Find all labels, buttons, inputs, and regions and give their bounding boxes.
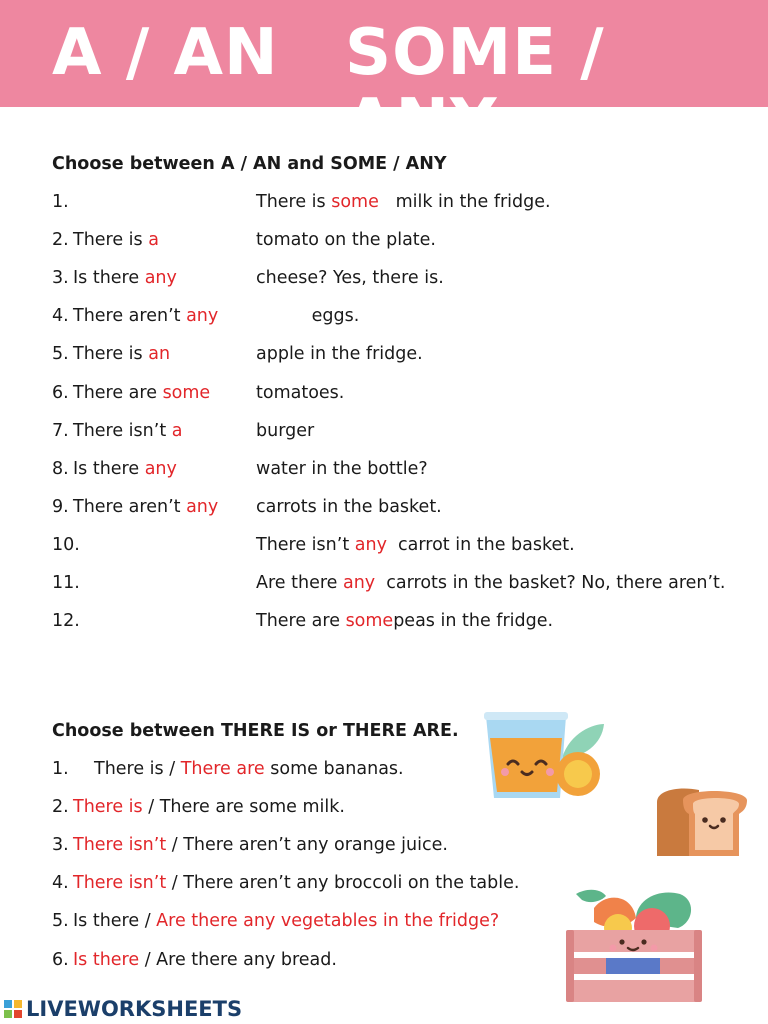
option-two[interactable]: Are there any vegetables in the fridge? bbox=[156, 911, 500, 932]
row-left-part bbox=[52, 228, 159, 252]
juice-glass-icon bbox=[484, 712, 606, 802]
sentence-end: cheese? Yes, there is. bbox=[256, 268, 444, 289]
row-left-part bbox=[52, 419, 182, 443]
sentence-start: There are bbox=[73, 382, 163, 403]
option-separator: / bbox=[139, 949, 157, 970]
option-separator: / bbox=[163, 759, 181, 779]
sentence-end: tomato on the plate. bbox=[256, 230, 436, 251]
item-number: 3. bbox=[52, 268, 69, 289]
item-number: 4. bbox=[52, 306, 69, 327]
sentence-end: peas in the fridge. bbox=[393, 611, 554, 632]
sentence-end: apple in the fridge. bbox=[256, 344, 423, 365]
option-two[interactable]: There are bbox=[180, 759, 265, 779]
row-left-part bbox=[52, 609, 82, 633]
item-number: 3. bbox=[52, 835, 69, 856]
sentence-start: There are bbox=[256, 611, 346, 632]
vegetable-crate-icon bbox=[566, 882, 702, 1006]
sentence-start: There is bbox=[73, 344, 149, 365]
answer-text[interactable]: any bbox=[144, 458, 177, 479]
sentence-start: There is bbox=[73, 230, 149, 251]
row-right-part bbox=[256, 533, 575, 557]
sentence-end: carrots in the basket. bbox=[256, 496, 442, 517]
row-left-part bbox=[52, 266, 177, 290]
row-left-part bbox=[52, 190, 73, 214]
item-number: 5. bbox=[52, 344, 69, 365]
option-two[interactable]: Are there any bread. bbox=[156, 949, 337, 970]
answer-text[interactable]: any bbox=[144, 268, 177, 289]
option-one[interactable]: Is there bbox=[73, 911, 140, 932]
title-a-an: A / AN bbox=[52, 16, 279, 90]
answer-text[interactable]: any bbox=[342, 573, 376, 593]
row-right-part bbox=[256, 495, 442, 519]
row-right-part bbox=[256, 419, 314, 443]
row-left-part bbox=[52, 381, 210, 405]
row-right-part bbox=[256, 190, 551, 214]
answer-text[interactable]: any bbox=[186, 496, 219, 517]
item-number: 1. bbox=[52, 759, 69, 779]
sentence-end: some milk. bbox=[243, 797, 345, 818]
row-left-part bbox=[52, 571, 82, 595]
row-right-part bbox=[256, 457, 428, 481]
bread-slice-icon bbox=[649, 786, 749, 858]
item-number: 8. bbox=[52, 458, 69, 479]
row-left-part bbox=[52, 342, 170, 366]
sentence-start: There aren’t bbox=[73, 306, 187, 327]
row-right-part bbox=[256, 571, 725, 595]
exercise2-row bbox=[52, 909, 499, 933]
sentence-end: carrots in the basket? No, there aren’t. bbox=[375, 573, 726, 593]
option-one[interactable]: There is bbox=[73, 797, 143, 818]
item-number: 10. bbox=[52, 534, 80, 555]
title-some-any: SOME / ANY bbox=[345, 16, 605, 160]
title-banner bbox=[0, 0, 768, 160]
answer-text[interactable]: an bbox=[148, 344, 171, 365]
item-number: 1. bbox=[52, 192, 69, 212]
sentence-start: There isn’t bbox=[73, 420, 172, 441]
section1-heading: Choose between A / AN and SOME / ANY bbox=[52, 154, 447, 174]
option-separator: / bbox=[139, 911, 157, 932]
answer-text[interactable]: some bbox=[331, 192, 379, 212]
sentence-end: carrot in the basket. bbox=[386, 534, 575, 555]
exercise2-row bbox=[52, 948, 337, 972]
sentence-end: burger bbox=[256, 420, 315, 441]
option-separator: / bbox=[142, 797, 160, 818]
sentence-end: some bananas. bbox=[264, 759, 404, 779]
sentence-start: Is there bbox=[73, 268, 145, 289]
option-one[interactable]: There isn’t bbox=[73, 835, 167, 856]
option-one[interactable]: Is there bbox=[73, 949, 140, 970]
brand-text: LIVEWORKSHEETS bbox=[26, 997, 243, 1021]
option-one[interactable]: There is bbox=[94, 759, 164, 779]
answer-text[interactable]: any bbox=[186, 306, 219, 327]
sentence-end: water in the bottle? bbox=[256, 458, 428, 479]
option-separator: / bbox=[166, 835, 184, 856]
row-right-part bbox=[256, 266, 444, 290]
answer-text[interactable]: a bbox=[171, 420, 183, 441]
row-right-part bbox=[256, 381, 344, 405]
sentence-start: Is there bbox=[73, 458, 145, 479]
item-number: 2. bbox=[52, 797, 69, 818]
exercise2-row bbox=[52, 757, 404, 781]
option-two[interactable]: There aren’t bbox=[183, 835, 291, 856]
sentence-start: There is bbox=[256, 192, 332, 212]
answer-text[interactable]: any bbox=[354, 534, 387, 555]
sentence-end: tomatoes. bbox=[256, 382, 345, 403]
sentence-end: any broccoli on the table. bbox=[290, 873, 520, 894]
option-one[interactable]: There isn’t bbox=[73, 873, 167, 894]
exercise2-row bbox=[52, 871, 519, 895]
sentence-start: Are there bbox=[256, 573, 343, 593]
item-number: 4. bbox=[52, 873, 69, 894]
option-separator: / bbox=[166, 873, 184, 894]
row-right-part bbox=[256, 228, 436, 252]
item-number: 6. bbox=[52, 949, 69, 970]
exercise2-row bbox=[52, 833, 448, 857]
liveworksheets-logo-icon bbox=[4, 1000, 22, 1018]
row-left-part bbox=[52, 304, 218, 328]
answer-text[interactable]: a bbox=[148, 230, 159, 251]
section2-heading: Choose between THERE IS or THERE ARE. bbox=[52, 721, 459, 741]
row-right-part bbox=[256, 304, 359, 328]
answer-text[interactable]: some bbox=[162, 382, 211, 403]
row-right-part bbox=[256, 342, 423, 366]
item-number: 2. bbox=[52, 230, 69, 251]
sentence-start: There aren’t bbox=[73, 496, 187, 517]
answer-text[interactable]: some bbox=[345, 611, 394, 632]
item-number: 6. bbox=[52, 382, 69, 403]
row-left-part bbox=[52, 457, 177, 481]
item-number: 9. bbox=[52, 496, 69, 517]
item-number: 5. bbox=[52, 911, 69, 932]
option-two[interactable]: There are bbox=[159, 797, 244, 818]
row-left-part bbox=[52, 533, 82, 557]
item-number: 7. bbox=[52, 420, 69, 441]
row-left-part bbox=[52, 495, 218, 519]
row-right-part bbox=[256, 609, 553, 633]
sentence-end: milk in the fridge. bbox=[378, 192, 551, 212]
option-two[interactable]: There aren’t bbox=[183, 873, 291, 894]
sentence-start: There isn’t bbox=[256, 534, 355, 555]
sentence-end: eggs. bbox=[256, 306, 360, 327]
sentence-end: any orange juice. bbox=[290, 835, 448, 856]
item-number: 11. bbox=[52, 573, 80, 593]
exercise2-row bbox=[52, 795, 345, 819]
item-number: 12. bbox=[52, 611, 80, 632]
